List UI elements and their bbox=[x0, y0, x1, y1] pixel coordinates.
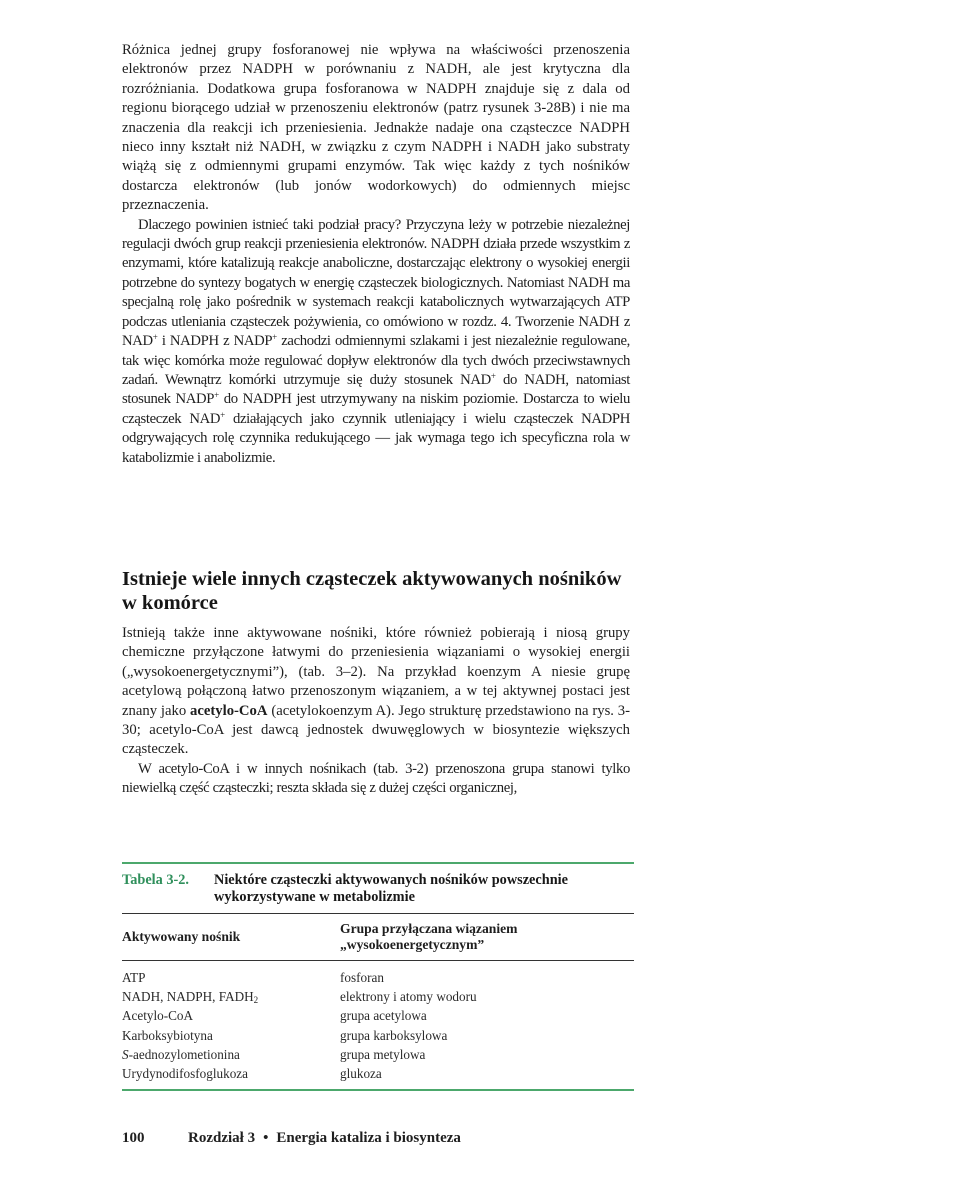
paragraph-2-part-b: i NADPH z NADP bbox=[157, 333, 273, 350]
table-row bbox=[122, 1026, 634, 1045]
cell-carrier-text: NADH, NADPH, FADH bbox=[122, 989, 254, 1005]
column-header-carrier: Aktywowany nośnik bbox=[122, 929, 241, 944]
subscript-2: 2 bbox=[253, 995, 259, 1006]
table-row bbox=[122, 1045, 634, 1064]
cell-carrier: ATP bbox=[122, 970, 146, 985]
superscript-plus: + bbox=[214, 390, 219, 401]
paragraph-2-part-f: działających jako czynnik utleniający i wielu cząsteczek NADPH odgrywających rolę czynnika redukującego — jak wymaga tego ich specyficzna rola w katabolizmie i anabolizmie. bbox=[122, 410, 630, 466]
cell-carrier: Urydynodifosfoglukoza bbox=[122, 1066, 248, 1082]
paragraph-4: W acetylo-CoA i w innych nośnikach (tab. 3-2) przenoszona grupa stanowi tylko niewielką część cząsteczki; reszta składa się z dużej części organicznej, bbox=[122, 760, 630, 797]
italic-s-prefix: S bbox=[122, 1046, 129, 1062]
term-acetylo-coa: acetylo-CoA bbox=[190, 702, 268, 719]
column-header-group: Grupa przyłączana wiązaniem „wysokoenergetycznym” bbox=[340, 921, 518, 952]
cell-group: grupa metylowa bbox=[340, 1046, 426, 1062]
cell-carrier bbox=[122, 987, 340, 1006]
page-footer bbox=[122, 1130, 642, 1147]
superscript-plus: + bbox=[220, 409, 225, 420]
table-3-2 bbox=[122, 862, 634, 1091]
table-caption bbox=[122, 864, 634, 913]
paragraph-2 bbox=[122, 216, 630, 468]
paragraph-3-part-a: Istnieją także inne aktywowane nośniki, które również pobierają i niosą grupy chemiczne przyłączone łatwymi do przeniesienia wiązaniami o wysokiej energii („wysokoenergetycznymi”), (tab. 3–2). Na przykład koenzym A niesie grupę acetylową połączoną łatwo przenoszonym wiązaniem, a w tej aktywnej postaci jest znany jako bbox=[122, 625, 630, 719]
chapter-title: Energia kataliza i biosynteza bbox=[276, 1130, 461, 1146]
table-row bbox=[122, 1064, 634, 1083]
cell-carrier: Karboksybiotyna bbox=[122, 1027, 213, 1043]
cell-carrier: S-aednozylometionina bbox=[122, 1046, 240, 1062]
paragraph-2-part-a: Dlaczego powinien istnieć taki podział pracy? Przyczyna leży w potrzebie niezależnej regulacji dwóch grup reakcji przeniesienia elektronów. NADPH działa przede wszystkim z enzymami, które katalizują reakcje anaboliczne, dostarczając elektrony o wysokiej energii potrzebne do syntezy bogatych w energię cząsteczek biologicznych. Natomiast NADH ma specjalną rolę jako pośrednik w systemach reakcji katabolicznych wytwarzających ATP podczas utleniania cząsteczek pożywienia, co omówiono w rozdz. 4. Tworzenie NADH z NAD bbox=[122, 216, 630, 350]
table-header-row bbox=[122, 914, 634, 960]
table-row bbox=[122, 987, 634, 1006]
table-body bbox=[122, 961, 634, 1089]
paragraph-2-part-c: zachodzi odmiennymi szlakami i jest niezależnie regulowane, tak więc komórka może regulować dopływ elektronów dla tych dwóch przeciwstawnych zadań. Wewnątrz komórki utrzymuje się duży stosunek NAD bbox=[122, 333, 631, 388]
table-row bbox=[122, 968, 634, 987]
cell-group: grupa acetylowa bbox=[340, 1008, 427, 1024]
superscript-plus: + bbox=[272, 332, 277, 343]
section-heading: Istnieje wiele innych cząsteczek aktywowanych nośników w komórce bbox=[122, 568, 622, 614]
cell-group: grupa karboksylowa bbox=[340, 1027, 448, 1043]
paragraph-1: Różnica jednej grupy fosforanowej nie wpływa na właściwości przenoszenia elektronów przez NADPH w porównaniu z NADH, ale jest krytyczna dla rozróżniania. Dodatkowa grupa fosforanowa w NADPH znajduje się z dala od regionu biorącego udział w przenoszeniu elektronów (patrz rysunek 3-28B) i nie ma znaczenia dla reakcji ich przeniesienia. Jednakże nadaje ona cząsteczce NADPH nieco inny kształt niż NADH, w związku z czym NADPH i NADH jako substraty wiążą się z odmiennymi grupami enzymów. Tak więc każdy z tych nośników dostarcza elektronów (lub jonów wodorkowych) do odmiennych miejsc przeznaczenia. bbox=[122, 42, 630, 214]
page-number: 100 bbox=[122, 1130, 145, 1146]
superscript-plus: + bbox=[152, 332, 158, 343]
cell-carrier: Acetylo-CoA bbox=[122, 1008, 194, 1024]
table-label: Tabela 3-2. bbox=[122, 872, 189, 888]
paragraph-3-part-b: (acetylokoenzym A). Jego strukturę przedstawiono na rys. 3-30; acetylo-CoA jest dawcą jednostek dwuwęglowych w biosyntezie większych cząsteczek. bbox=[122, 702, 631, 758]
separator-bullet: • bbox=[263, 1130, 269, 1146]
paragraph-3 bbox=[122, 624, 630, 760]
body-column-bottom bbox=[122, 624, 630, 799]
table-title: Niektóre cząsteczki aktywowanych nośników powszechnie wykorzystywane w metabolizmie bbox=[214, 872, 568, 905]
superscript-plus: + bbox=[490, 370, 496, 381]
cell-group: elektrony i atomy wodoru bbox=[340, 989, 477, 1005]
cell-group: fosforan bbox=[340, 970, 384, 985]
table-bottom-rule bbox=[122, 1089, 634, 1091]
table-row bbox=[122, 1006, 634, 1025]
chapter-label: Rozdział 3 bbox=[188, 1130, 256, 1146]
paragraph-2-part-d: do NADH, natomiast stosunek NADP bbox=[122, 371, 630, 408]
body-column-top bbox=[122, 41, 630, 468]
paragraph-2-part-e: do NADPH jest utrzymywany na niskim poziomie. Dostarcza to wielu cząsteczek NAD bbox=[122, 391, 630, 427]
cell-group: glukoza bbox=[340, 1066, 382, 1082]
